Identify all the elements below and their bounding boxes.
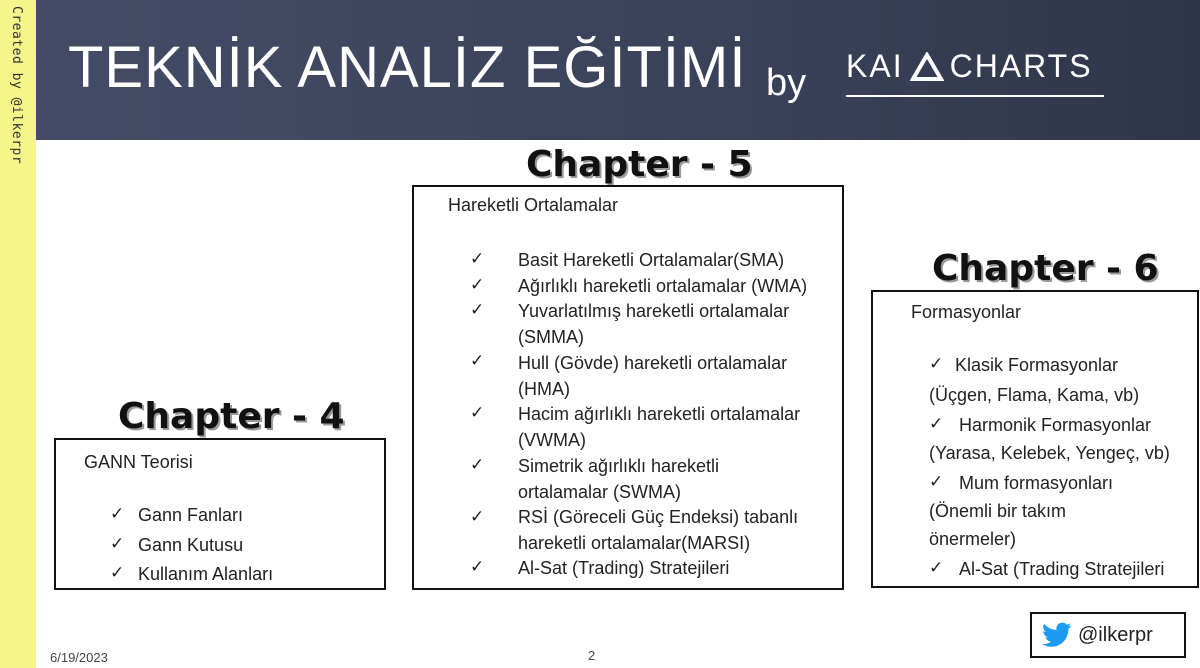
check-icon: ✓ xyxy=(110,534,125,553)
check-icon: ✓ xyxy=(470,455,485,474)
check-icon: ✓ xyxy=(110,563,125,582)
chapter6-line-8: Al-Sat (Trading Stratejileri xyxy=(959,559,1165,579)
chapter5-item-6: Simetrik ağırlıklı hareketli ortalamalar (SWMA) xyxy=(518,456,720,502)
chapter5-item-2: Ağırlıklı hareketli ortalamalar (WMA) xyxy=(518,276,808,296)
chapter4-item-3: Kullanım Alanları xyxy=(138,564,274,584)
chapter6-box-title: Formasyonlar xyxy=(911,302,1022,322)
check-icon: ✓ xyxy=(929,558,944,577)
check-icon: ✓ xyxy=(929,354,944,373)
chapter6-line-5: Mum formasyonları xyxy=(959,473,1114,493)
check-icon: ✓ xyxy=(470,507,485,526)
chapter6-line-7: önermeler) xyxy=(929,529,1017,549)
chapter6-line-6: (Önemli bir takım xyxy=(929,501,1067,521)
check-icon: ✓ xyxy=(470,351,485,370)
chapter6-line-1: Klasik Formasyonlar xyxy=(955,355,1119,375)
chapter6-line-4: (Yarasa, Kelebek, Yengeç, vb) xyxy=(929,443,1170,463)
page-number: 2 xyxy=(588,648,596,663)
header-banner xyxy=(36,0,1200,140)
check-icon: ✓ xyxy=(470,300,485,319)
logo-text-kai: KAI xyxy=(846,48,904,84)
page-title: TEKNİK ANALİZ EĞİTİMİ xyxy=(68,35,747,100)
check-icon: ✓ xyxy=(470,403,485,422)
chapter5-box xyxy=(412,185,844,590)
check-icon: ✓ xyxy=(470,249,485,268)
side-credit-text: Created by @ilkerpr xyxy=(9,6,24,165)
check-icon: ✓ xyxy=(110,504,125,523)
twitter-badge[interactable] xyxy=(1030,612,1186,658)
by-label: by xyxy=(766,62,807,104)
chapter4-box-title: GANN Teorisi xyxy=(84,452,193,472)
twitter-bird-icon xyxy=(1042,622,1072,648)
twitter-handle: @ilkerpr xyxy=(1078,623,1153,646)
chapter6-heading: Chapter - 6 xyxy=(932,248,1159,289)
chapter5-item-3: Yuvarlatılmış hareketli ortalamalar (SMMA) xyxy=(518,301,790,347)
check-icon: ✓ xyxy=(470,275,485,294)
chapter6-line-3: Harmonik Formasyonlar xyxy=(959,415,1152,435)
logo-underline xyxy=(846,95,1104,97)
chapter4-box xyxy=(54,438,386,590)
chapter5-item-4: Hull (Gövde) hareketli ortalamalar (HMA) xyxy=(518,353,788,399)
logo-text-charts: CHARTS xyxy=(949,48,1093,84)
chapter5-item-5: Hacim ağırlıklı hareketli ortalamalar (VWMA) xyxy=(518,404,801,450)
chapter5-item-1: Basit Hareketli Ortalamalar(SMA) xyxy=(518,250,785,270)
chapter5-item-7: RSİ (Göreceli Güç Endeksi) tabanlı hareketli ortalamalar(MARSI) xyxy=(518,507,799,553)
chapter4-item-2: Gann Kutusu xyxy=(138,535,244,555)
chapter5-heading: Chapter - 5 xyxy=(526,144,753,185)
chapter5-item-8: Al-Sat (Trading) Stratejileri xyxy=(518,558,730,578)
check-icon: ✓ xyxy=(929,472,944,491)
chapter4-item-1: Gann Fanları xyxy=(138,505,244,525)
check-icon: ✓ xyxy=(929,414,944,433)
footer-date: 6/19/2023 xyxy=(50,650,108,665)
chapter6-box xyxy=(871,290,1199,588)
chapter4-heading: Chapter - 4 xyxy=(118,396,345,437)
kaicharts-logo xyxy=(846,48,1106,97)
chapter5-box-title: Hareketli Ortalamalar xyxy=(448,195,619,215)
chapter6-line-2: (Üçgen, Flama, Kama, vb) xyxy=(929,385,1140,405)
kai-triangle-icon xyxy=(910,52,944,82)
side-strip xyxy=(0,0,36,668)
check-icon: ✓ xyxy=(470,557,485,576)
